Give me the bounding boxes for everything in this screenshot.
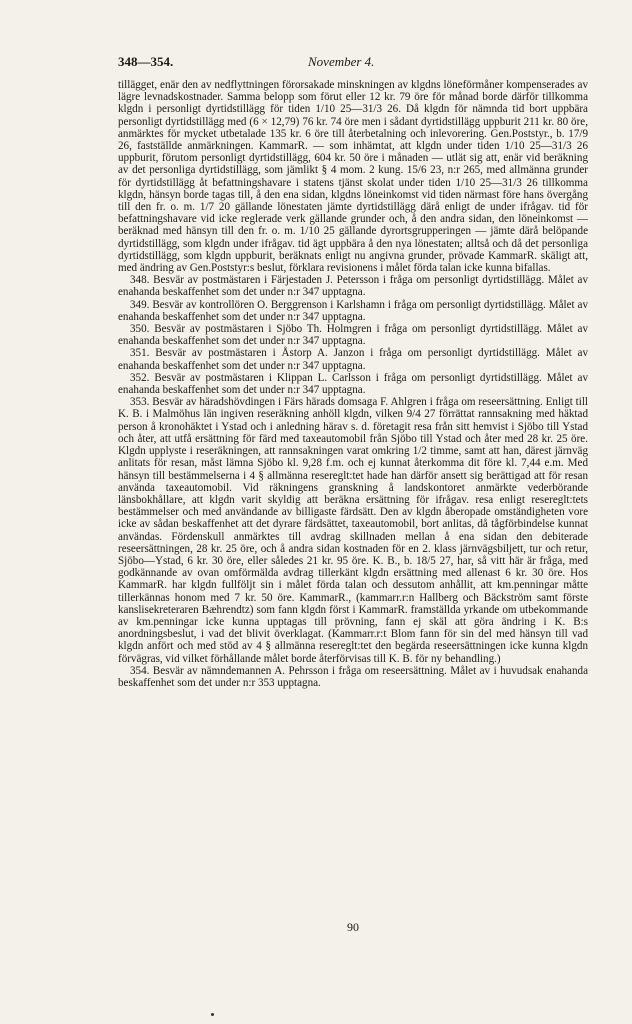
case-range: 348—354. xyxy=(118,54,174,69)
case-353: 353. Besvär av häradshövdingen i Färs härads domsaga F. Ahlgren i fråga om reseersättning. Enligt till K. B. i Malmöhus län ingiven reseräkning anhöll klgdn, vilken 9/4 27 förrättat rannsakning med häktad person å kronohäktet i Ystad och i anledning härav s. d. företagit resa från sitt hemvist i Sjöbo till Ystad och åter, att utfå ersättning för färd med taxeautomobil från Sjöbo till Ystad och åter med 28 kr. 25 öre. Klgdn upplyste i reseräkningen, att rannsakningen varat omkring 1/2 timme, samt att han, därest järnväg anlitats för resan, måst lämna Sjöbo kl. 9,28 f.m. och ej kunnat återkomma dit före kl. 7,44 e.m. Med hänsyn till bestämmelserna i 4 § allmänna resereglt:tet hade han därför ansett sig berättigad att för resan använda taxeautomobil. Vid räkningens granskning å landskontoret anmärkte vederbörande länsbokhållare, att klgdn varit skyldig att beräkna ersättning för ifrågav. resa enligt resereglt:tets bestämmelser och med användande av billigaste färdsätt. Den av klgdn åberopade omständigheten vore icke av sådan beskaffenhet att det dyrare färdsättet, taxeautomobil, bort anlitas, då tågförbindelse kunnat användas. Fördenskull anmärktes till avdrag skillnaden mellan å ena sidan den debiterade reseersättningen, 28 kr. 25 öre, och å andra sidan kostnaden för en 2. klass järnvägsbiljett, tur och retur, Sjöbo—Ystad, 6 kr. 30 öre, eller således 21 kr. 95 öre. K. B., b. 18/5 27, har, så vitt här är fråga, med godkännande av ovan omförmälda avdrag tillerkänt klgdn ersättning med allenast 6 kr. 30 öre. Hos KammarR. har klgdn fullföljt sin i målet förda talan och dessutom anhållit, att km.penningar måtte tillerkännas honom med 7 kr. 50 öre. KammarR., (kammarr.r:n Hallberg och Bäckström samt förste kanslisekreteraren Bæhrendtz) som fann klgdn först i KammarR. framställda yrkande om utbekommande av km.penningar icke kunna upptagas till prövning, fann ej skäl att göra ändring i K. B:s anordningsbeslut, i vad det blivit överklagat. (Kammarr.r:t Blom fann för sin del med hänsyn till vad klgdn anfört och med stöd av 4 § allmänna resereglt:tet den begärda reseersättningen icke kunna klgdn förvägras, vid vilket förhållande målet borde återförvisas till K. B. för ny behandling.) xyxy=(118,396,588,665)
page-number: 90 xyxy=(347,920,359,934)
document-page xyxy=(118,0,588,1024)
print-speck xyxy=(211,1013,214,1016)
case-350: 350. Besvär av postmästaren i Sjöbo Th. Holmgren i fråga om personligt dyrtidstillägg. Målet av enahanda beskaffenhet som det under n:r 347 upptagna. xyxy=(118,323,588,348)
case-354: 354. Besvär av nämndemannen A. Pehrsson i fråga om reseersättning. Målet av i huvudsak enahanda beskaffenhet som det under n:r 353 upptagna. xyxy=(118,664,588,689)
case-348: 348. Besvär av postmästaren i Färjestaden J. Petersson i fråga om personligt dyrtidstillägg. Målet av enahanda beskaffenhet som det under n:r 347 upptagna. xyxy=(118,274,588,299)
body-text xyxy=(118,79,588,689)
case-352: 352. Besvär av postmästaren i Klippan L. Carlsson i fråga om personligt dyrtidstillägg. Målet av enahanda beskaffenhet som det under n:r 347 upptagna. xyxy=(118,371,588,397)
paragraph-347-continued: tillägget, enär den av nedflyttningen förorsakade minskningen av klgdns löneförmåner kompenserades av lägre levnadskostnader. Samma belopp som förut eller 12 kr. 79 öre för månad borde därför tillkomma klgdn i personligt dyrtidstillägg för tiden 1/10 25—31/3 26. Då klgdn för nämnda tid bort uppbära personligt dyrtidstillägg med (6 × 12,79) 76 kr. 74 öre men i sådant dyrtidstillägg uppburit 211 kr. 80 öre, anmärktes för mycket utbetalade 135 kr. 6 öre till återbetalning och inlevorering. Gen.Poststyr., b. 17/9 26, fastställde anmärkningen. KammarR. — som inhämtat, att klgdn under tiden 1/10 25—31/3 26 uppburit, förutom personligt dyrtidstillägg, 604 kr. 50 öre i månaden — utlät sig att, enär vid beräkning av det personliga dyrtidstillägg, som jämlikt § 4 mom. 2 kung. 15/6 23, n:r 265, med allmänna grunder för dyrtidstillägg åt befattningshavare i statens tjänst skolat under tiden 1/10 25—31/3 26 tillkomma klgdn, hänsyn borde tagas till, å den ena sidan, klgdns löneinkomst vid tiden närmast före hans övergång till den fr. o. m. 1/7 20 gällande lönestaten jämte dyrtidstillägg därå enligt de under ifrågav. tid för befattningshavare vid icke reglerade verk gällande grunder och, å den andra sidan, den löneinkomst — beräknad med hänsyn till den fr. o. m. 1/10 25 gällande dyrortsgrupperingen — jämte därå belöpande dyrtidstillägg, som klgdn under ifrågav. tid ägt uppbära å den nya lönestaten; alltså och då det personliga dyrtidstillägg, som klgdn uppburit, beräknats enligt nu angivna grunder, prövade KammarR. skäligt att, med ändring av Gen.Poststyr:s beslut, förklara revisionens i målet förda talan icke kunna bifallas. xyxy=(118,79,588,275)
case-351: 351. Besvär av postmästaren i Åstorp A. Janzon i fråga om personligt dyrtidstillägg. Målet av enahanda beskaffenhet som det under n:r 347 upptagna. xyxy=(118,347,588,372)
running-header xyxy=(118,54,588,72)
case-349: 349. Besvär av kontrollören O. Berggrenson i Karlshamn i fråga om personligt dyrtidstillägg. Målet av enahanda beskaffenhet som det under n:r 347 upptagna. xyxy=(118,298,588,323)
header-date: November 4. xyxy=(308,54,375,69)
